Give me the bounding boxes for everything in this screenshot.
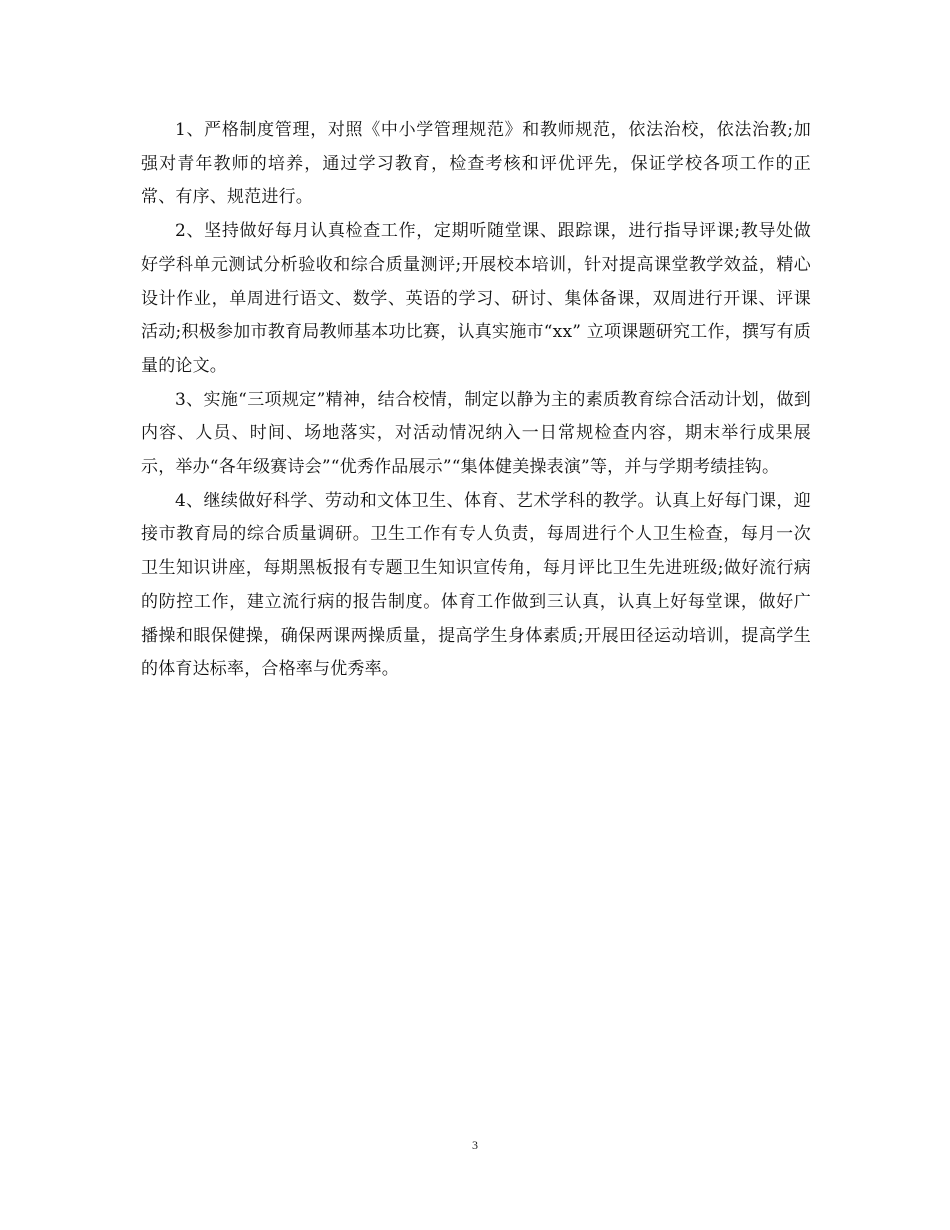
paragraph-4: 4、继续做好科学、劳动和文体卫生、体育、艺术学科的教学。认真上好每门课，迎接市教育局的综合质量调研。卫生工作有专人负责，每周进行个人卫生检查，每月一次卫生知识讲座，每期黑板报有专题卫生知识宣传角，每月评比卫生先进班级;做好流行病的防控工作，建立流行病的报告制度。体育工作做到三认真，认真上好每堂课，做好广播操和眼保健操，确保两课两操质量，提高学生身体素质;开展田径运动培训，提高学生的体育达标率，合格率与优秀率。 — [141, 490, 811, 680]
paragraph-1: 1、严格制度管理，对照《中小学管理规范》和教师规范，依法治校，依法治教;加强对青年教师的培养，通过学习教育，检查考核和评优评先，保证学校各项工作的正常、有序、规范进行。 — [141, 120, 811, 208]
paragraph-2: 2、坚持做好每月认真检查工作，定期听随堂课、跟踪课，进行指导评课;教导处做好学科单元测试分析验收和综合质量测评;开展校本培训，针对提高课堂教学效益，精心设计作业，单周进行语文、数学、英语的学习、研讨、集体备课，双周进行开课、评课活动;积极参加市教育局教师基本功比赛，认真实施市“xx” 立项课题研究工作，撰写有质量的论文。 — [141, 221, 811, 376]
document-body — [141, 114, 811, 687]
paragraph-3: 3、实施“三项规定”精神，结合校情，制定以静为主的素质教育综合活动计划，做到内容、人员、时间、场地落实，对活动情况纳入一日常规检查内容，期末举行成果展示，举办“各年级赛诗会”“优秀作品展示”“集体健美操表演”等，并与学期考绩挂钩。 — [141, 389, 811, 478]
page-number: 3 — [472, 1138, 478, 1152]
